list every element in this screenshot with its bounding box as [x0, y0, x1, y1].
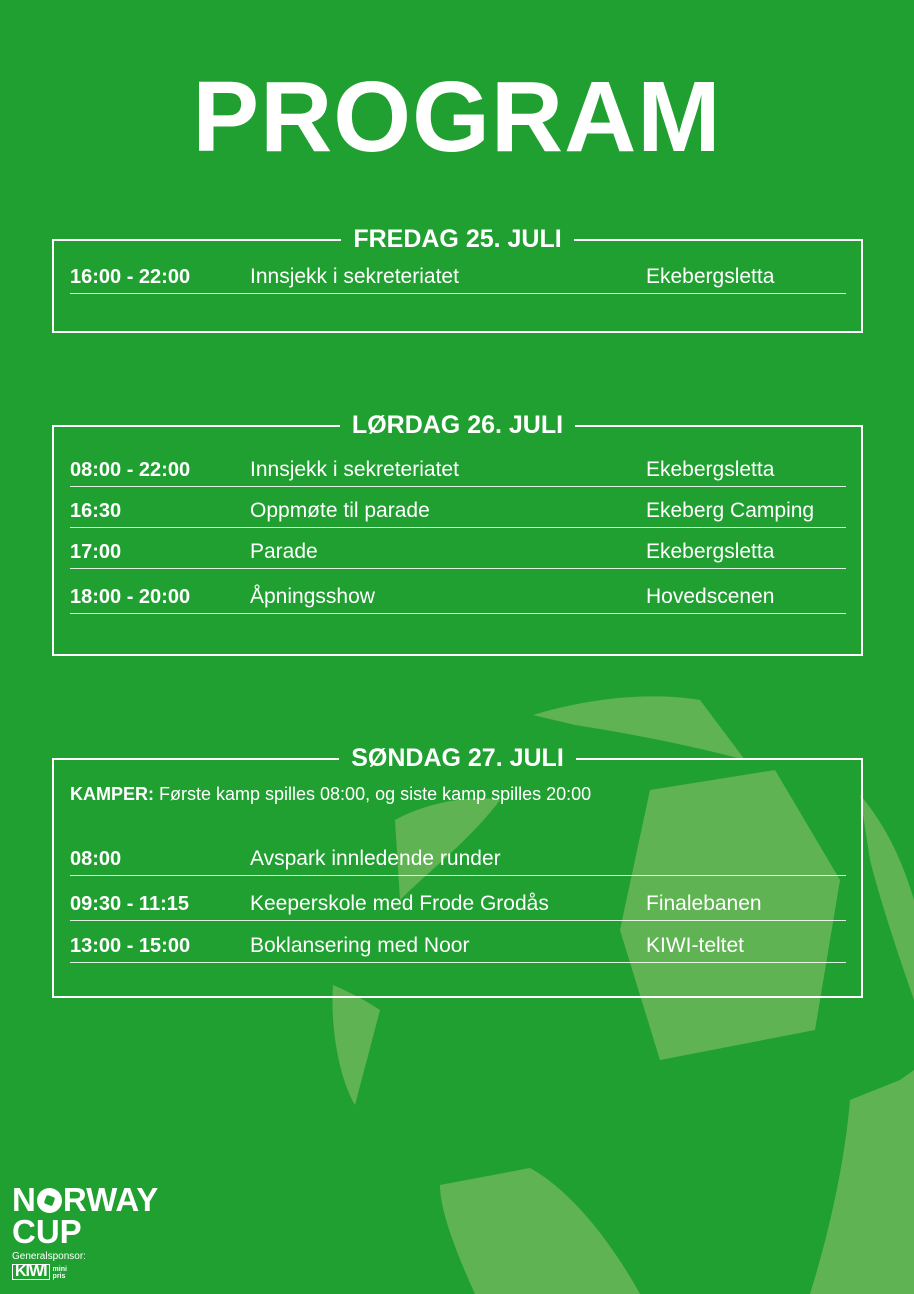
day-heading: LØRDAG 26. JULI [54, 407, 861, 443]
kiwi-wordmark: KIWI [12, 1264, 50, 1280]
matches-note [70, 784, 591, 805]
row-time: 16:30 [70, 500, 122, 522]
row-place: Ekebergsletta [646, 540, 775, 563]
row-event: Åpningsshow [250, 585, 375, 608]
day-heading: FREDAG 25. JULI [54, 221, 861, 257]
logo-wordmark: N RWAY CUP [12, 1181, 159, 1250]
schedule-row [70, 579, 846, 614]
row-event: Oppmøte til parade [250, 499, 430, 522]
schedule-row [70, 493, 846, 528]
page-title: PROGRAM [192, 61, 722, 173]
row-time: 16:00 - 22:00 [70, 266, 191, 288]
matches-note-text: Første kamp spilles 08:00, og siste kamp spilles 20:00 [154, 784, 592, 804]
schedule-row [70, 452, 846, 487]
row-place: Finalebanen [646, 892, 762, 915]
row-event: Boklansering med Noor [250, 934, 470, 957]
matches-note-label: KAMPER: [70, 784, 154, 804]
sponsor-label: Generalsponsor: [12, 1251, 86, 1262]
row-place: Ekeberg Camping [646, 499, 815, 522]
kiwi-logo [12, 1264, 158, 1280]
schedule-row [70, 886, 846, 921]
row-event: Avspark innledende runder [250, 847, 501, 870]
norway-cup-logo [12, 1181, 159, 1280]
row-place: KIWI-teltet [646, 934, 745, 957]
row-time: 13:00 - 15:00 [70, 935, 191, 957]
row-place: Ekebergsletta [646, 265, 775, 288]
day-section-friday [52, 225, 863, 333]
day-heading: SØNDAG 27. JULI [54, 740, 861, 776]
row-time: 08:00 - 22:00 [70, 459, 191, 481]
schedule-row [70, 259, 846, 294]
schedule-row [70, 928, 846, 963]
schedule-row [70, 841, 846, 876]
row-time: 18:00 - 20:00 [70, 586, 191, 608]
row-event: Parade [250, 540, 318, 563]
football-icon [37, 1188, 62, 1213]
day-section-saturday [52, 411, 863, 656]
row-event: Keeperskole med Frode Grodås [250, 892, 549, 915]
row-event: Innsjekk i sekreteriatet [250, 265, 459, 288]
row-event: Innsjekk i sekreteriatet [250, 458, 459, 481]
schedule-row [70, 534, 846, 569]
row-time: 17:00 [70, 541, 122, 563]
row-time: 09:30 - 11:15 [70, 893, 189, 915]
day-section-sunday [52, 744, 863, 998]
kiwi-subtext: mini pris [52, 1266, 67, 1280]
row-time: 08:00 [70, 848, 122, 870]
row-place: Ekebergsletta [646, 458, 775, 481]
row-place: Hovedscenen [646, 585, 775, 608]
